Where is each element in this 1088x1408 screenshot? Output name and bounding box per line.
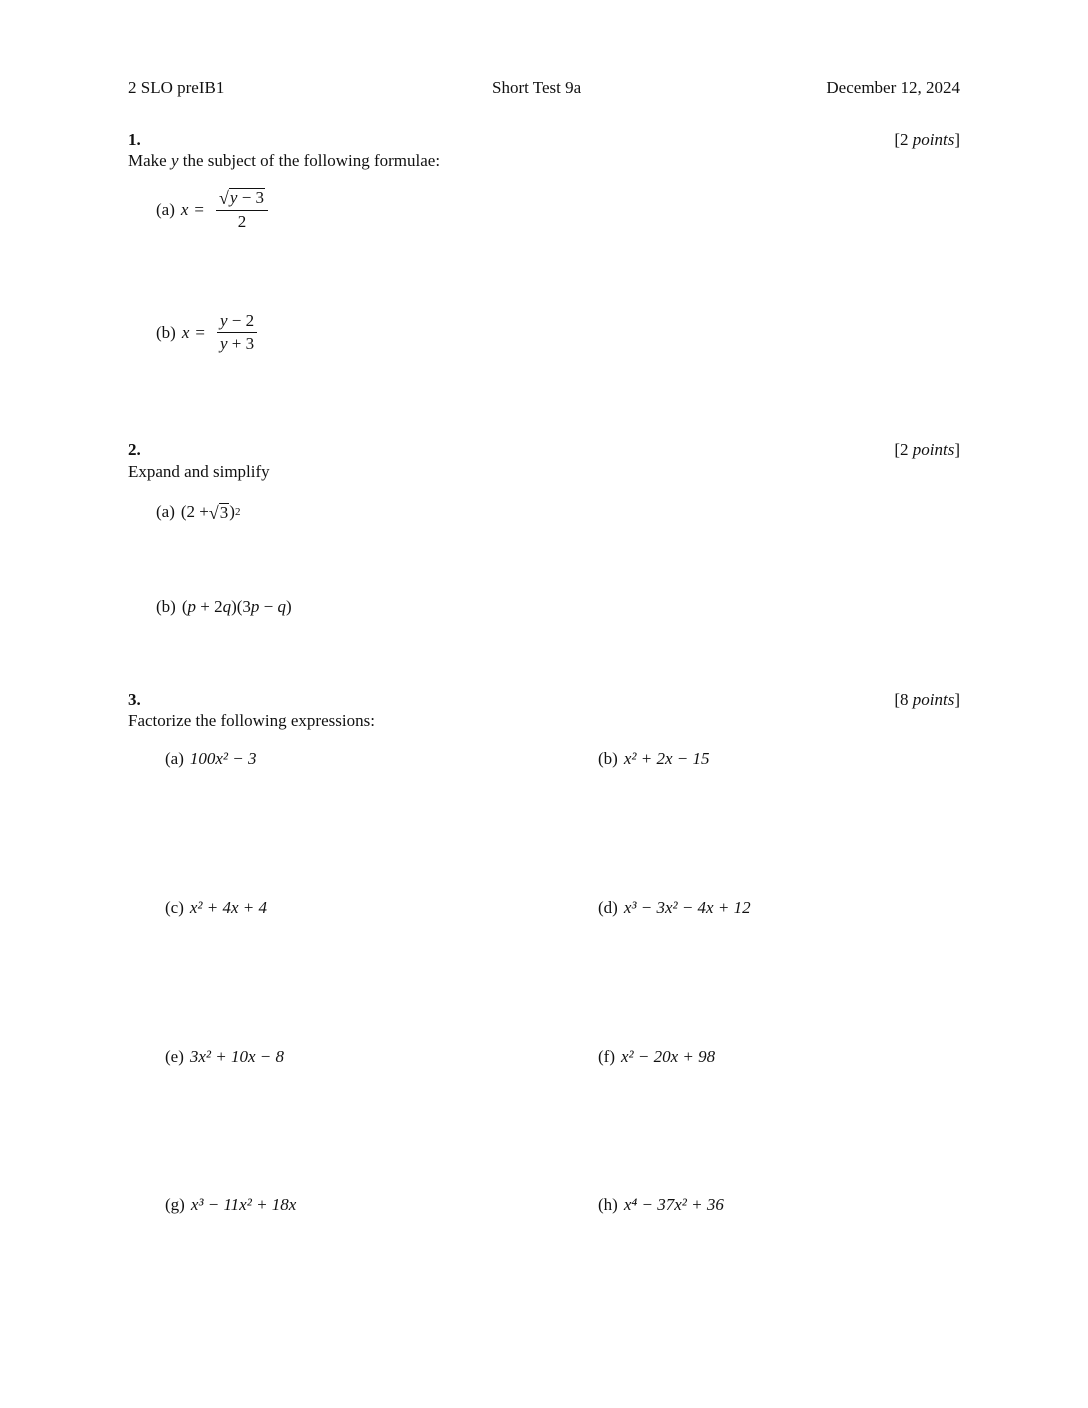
lhs-variable: x bbox=[180, 200, 189, 219]
header-class: 2 SLO preIB1 bbox=[128, 78, 225, 97]
expression: x² + 4x + 4 bbox=[189, 898, 268, 917]
item-label: (h) bbox=[598, 1195, 618, 1214]
radical-sign-icon: √ bbox=[208, 502, 219, 523]
expression: x⁴ − 37x² + 36 bbox=[623, 1195, 724, 1214]
lhs-variable: x bbox=[181, 322, 190, 342]
question-2a: (a) (2 + √ 3 ) 2 bbox=[156, 502, 241, 523]
item-label: (d) bbox=[598, 898, 618, 917]
expression-open: (2 + bbox=[180, 502, 209, 521]
question-3f bbox=[598, 1047, 715, 1067]
expression: 100x² − 3 bbox=[189, 749, 257, 768]
item-label: (b) bbox=[156, 322, 176, 342]
question-3c bbox=[165, 898, 267, 918]
item-label: (a) bbox=[156, 200, 175, 219]
fraction-numerator bbox=[216, 188, 268, 211]
question-3h bbox=[598, 1195, 724, 1215]
expression-close: ) bbox=[229, 502, 235, 521]
item-label: (c) bbox=[165, 898, 184, 917]
equals-sign: = bbox=[194, 200, 205, 219]
question-2-points: [2 points] bbox=[894, 440, 960, 459]
expression: 3x² + 10x − 8 bbox=[189, 1047, 285, 1066]
square-root: √ y − 3 bbox=[219, 188, 265, 208]
item-label: (b) bbox=[156, 597, 176, 616]
fraction bbox=[216, 188, 268, 232]
question-3g bbox=[165, 1195, 296, 1215]
item-label: (b) bbox=[598, 749, 618, 768]
question-3a bbox=[165, 749, 257, 769]
fraction-numerator: y − 2 bbox=[217, 311, 257, 333]
question-3-prompt: Factorize the following expressions: bbox=[128, 711, 375, 730]
question-2-prompt: Expand and simplify bbox=[128, 462, 270, 481]
item-label: (g) bbox=[165, 1195, 185, 1214]
equals-sign: = bbox=[195, 322, 205, 342]
question-1-prompt: Make y the subject of the following formulae: bbox=[128, 151, 441, 170]
question-1a bbox=[156, 188, 268, 232]
fraction-denominator: 2 bbox=[237, 212, 247, 231]
item-label: (a) bbox=[165, 749, 184, 768]
item-label: (e) bbox=[165, 1047, 184, 1066]
expression: (p + 2q)(3p − q) bbox=[181, 597, 292, 616]
header-date: December 12, 2024 bbox=[826, 78, 960, 97]
question-1-points: [2 points] bbox=[894, 130, 960, 149]
expression: x³ − 3x² − 4x + 12 bbox=[623, 898, 751, 917]
expression: x² + 2x − 15 bbox=[623, 749, 710, 768]
square-root: √ 3 bbox=[208, 502, 229, 523]
expression: x² − 20x + 98 bbox=[620, 1047, 716, 1066]
item-label: (f) bbox=[598, 1047, 615, 1066]
question-1b bbox=[156, 311, 257, 354]
question-3b bbox=[598, 749, 709, 769]
question-3e bbox=[165, 1047, 284, 1067]
header-title: Short Test 9a bbox=[492, 78, 582, 97]
question-2-number: 2. bbox=[128, 440, 141, 459]
item-label: (a) bbox=[156, 502, 175, 521]
question-2b bbox=[156, 597, 292, 617]
question-3-number: 3. bbox=[128, 690, 141, 709]
question-1-number: 1. bbox=[128, 130, 141, 149]
question-3d bbox=[598, 898, 751, 918]
expression: x³ − 11x² + 18x bbox=[190, 1195, 297, 1214]
radical-sign-icon: √ bbox=[219, 188, 229, 208]
fraction bbox=[217, 311, 257, 354]
fraction-denominator: y + 3 bbox=[219, 334, 255, 353]
question-3-points: [8 points] bbox=[894, 690, 960, 709]
